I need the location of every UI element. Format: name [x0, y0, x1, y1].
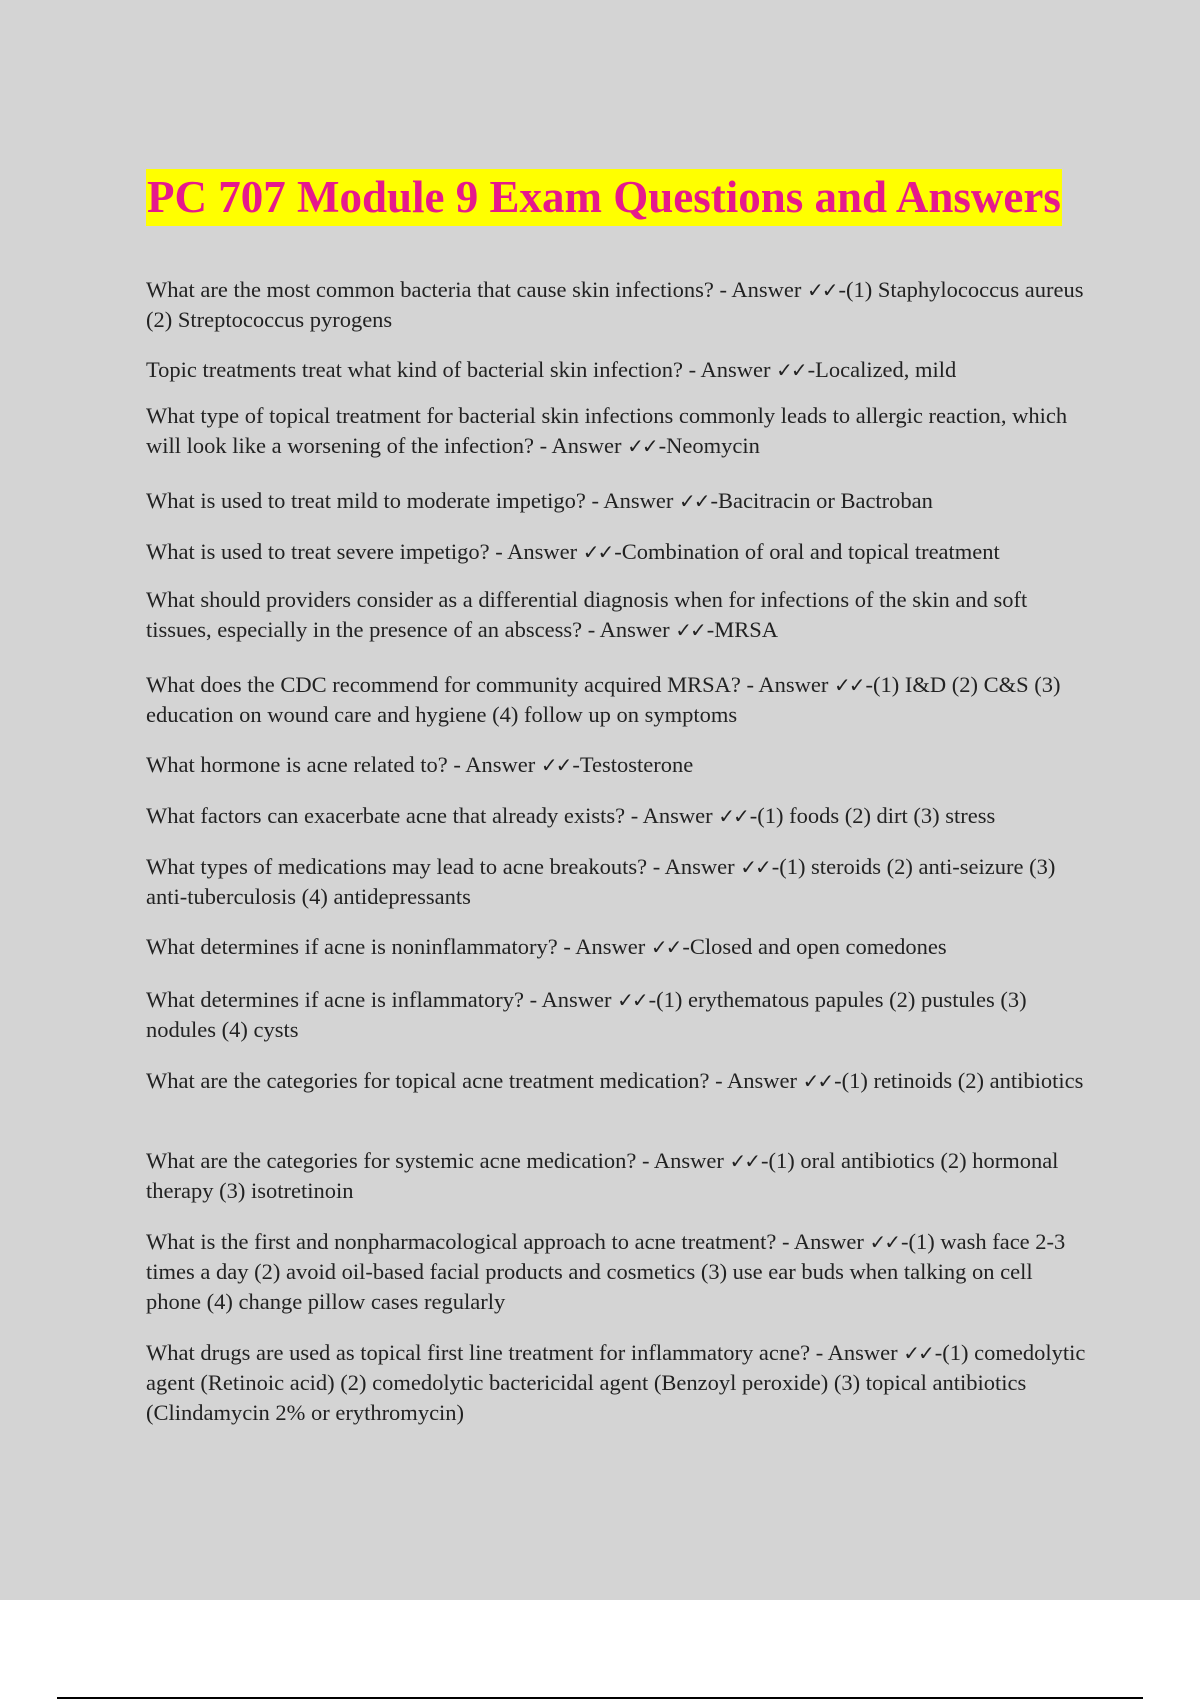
answer-label: - Answer	[740, 672, 834, 697]
qa-item	[146, 401, 1086, 461]
answer-text: -(1) erythematous papules (2) pustules (3) nodules (4) cysts	[146, 987, 1027, 1042]
answer-label: - Answer	[523, 987, 618, 1012]
answer-label: - Answer	[776, 1229, 870, 1254]
answer-label: - Answer	[636, 1148, 730, 1173]
double-check-icon: ✓✓	[802, 1069, 833, 1093]
double-check-icon: ✓✓	[650, 935, 681, 959]
answer-label: - Answer	[709, 1068, 803, 1093]
qa-item	[146, 750, 1086, 780]
answer-label: - Answer	[557, 934, 651, 959]
question-text: What does the CDC recommend for community acquired MRSA?	[146, 672, 741, 697]
question-text: Topic treatments treat what kind of bacterial skin infection?	[146, 357, 683, 382]
answer-label: - Answer	[682, 357, 777, 382]
answer-label: - Answer	[625, 803, 719, 828]
question-text: What types of medications may lead to acne breakouts?	[146, 854, 648, 879]
qa-item	[146, 801, 1086, 831]
double-check-icon: ✓✓	[903, 1341, 933, 1365]
answer-label: - Answer	[447, 752, 541, 777]
answer-text: -(1) I&D (2) C&S (3) education on wound care and hygiene (4) follow up on symptoms	[146, 672, 1061, 727]
answer-text: -(1) oral antibiotics (2) hormonal therapy (3) isotretinoin	[146, 1148, 1059, 1203]
double-check-icon: ✓✓	[582, 540, 613, 564]
double-check-icon: ✓✓	[675, 618, 705, 642]
question-text: What is the first and nonpharmacological approach to acne treatment?	[146, 1229, 777, 1254]
double-check-icon: ✓✓	[627, 434, 657, 458]
answer-text: -(1) retinoids (2) antibiotics	[834, 1068, 1084, 1093]
double-check-icon: ✓✓	[807, 278, 837, 302]
question-text: What drugs are used as topical first line treatment for inflammatory acne?	[146, 1340, 811, 1365]
question-text: What determines if acne is inflammatory?	[146, 987, 524, 1012]
answer-label: - Answer	[810, 1340, 904, 1365]
answer-text: -(1) wash face 2-3 times a day (2) avoid oil-based facial products and cosmetics (3) use ear buds when talking on cell phone (4) change pillow cases regularly	[146, 1229, 1066, 1314]
answer-text: -(1) steroids (2) anti-seizure (3) anti-tuberculosis (4) antidepressants	[146, 854, 1056, 909]
qa-item	[146, 486, 1086, 516]
title-block	[146, 169, 1062, 226]
answer-label: - Answer	[713, 277, 808, 302]
answer-text: -Bacitracin or Bactroban	[710, 488, 933, 513]
qa-item	[146, 355, 1086, 385]
answer-text: -Localized, mild	[807, 357, 957, 382]
double-check-icon: ✓✓	[617, 988, 647, 1012]
question-text: What is used to treat severe impetigo?	[146, 539, 490, 564]
qa-item	[146, 537, 1086, 567]
question-text: What determines if acne is noninflammatory?	[146, 934, 558, 959]
page-title: PC 707 Module 9 Exam Questions and Answers	[146, 169, 1062, 226]
double-check-icon: ✓✓	[740, 855, 770, 879]
question-text: What factors can exacerbate acne that already exists?	[146, 803, 626, 828]
qa-item	[146, 985, 1086, 1045]
qa-item	[146, 585, 1086, 645]
question-text: What are the categories for systemic acne medication?	[146, 1148, 637, 1173]
answer-label: - Answer	[582, 617, 676, 642]
qa-item	[146, 1338, 1086, 1428]
question-text: What are the most common bacteria that cause skin infections?	[146, 277, 714, 302]
qa-item	[146, 1146, 1086, 1206]
double-check-icon: ✓✓	[869, 1230, 899, 1254]
answer-text: -Neomycin	[658, 433, 760, 458]
double-check-icon: ✓✓	[718, 804, 748, 828]
answer-text: -Combination of oral and topical treatment	[614, 539, 1000, 564]
question-text: What type of topical treatment for bacterial skin infections commonly leads to allergic reaction, which will look like a worsening of the infection?	[146, 403, 1068, 458]
double-check-icon: ✓✓	[776, 358, 806, 382]
qa-item	[146, 1227, 1086, 1317]
qa-item	[146, 932, 1086, 962]
answer-label: - Answer	[647, 854, 741, 879]
question-text: What should providers consider as a differential diagnosis when for infections of the skin and soft tissues, especially in the presence of an abscess?	[146, 587, 1028, 642]
qa-item	[146, 852, 1086, 912]
qa-item	[146, 275, 1086, 335]
page-divider	[57, 1697, 1143, 1699]
answer-text: -Closed and open comedones	[682, 934, 947, 959]
answer-label: - Answer	[534, 433, 628, 458]
answer-label: - Answer	[585, 488, 679, 513]
question-text: What is used to treat mild to moderate impetigo?	[146, 488, 586, 513]
double-check-icon: ✓✓	[729, 1149, 760, 1173]
qa-item	[146, 670, 1086, 730]
question-text: What hormone is acne related to?	[146, 752, 448, 777]
answer-text: -(1) foods (2) dirt (3) stress	[749, 803, 996, 828]
answer-text: -Testosterone	[572, 752, 694, 777]
double-check-icon: ✓✓	[679, 489, 709, 513]
double-check-icon: ✓✓	[540, 753, 571, 777]
answer-text: -(1) comedolytic agent (Retinoic acid) (2) comedolytic bactericidal agent (Benzoyl peroxide) (3) topical antibiotics (Clindamycin 2% or erythromycin)	[146, 1340, 1086, 1425]
question-text: What are the categories for topical acne treatment medication?	[146, 1068, 710, 1093]
answer-text: -(1) Staphylococcus aureus (2) Streptococcus pyrogens	[146, 277, 1084, 332]
answer-label: - Answer	[489, 539, 583, 564]
answer-text: -MRSA	[706, 617, 778, 642]
qa-item	[146, 1066, 1086, 1096]
double-check-icon: ✓✓	[833, 673, 864, 697]
